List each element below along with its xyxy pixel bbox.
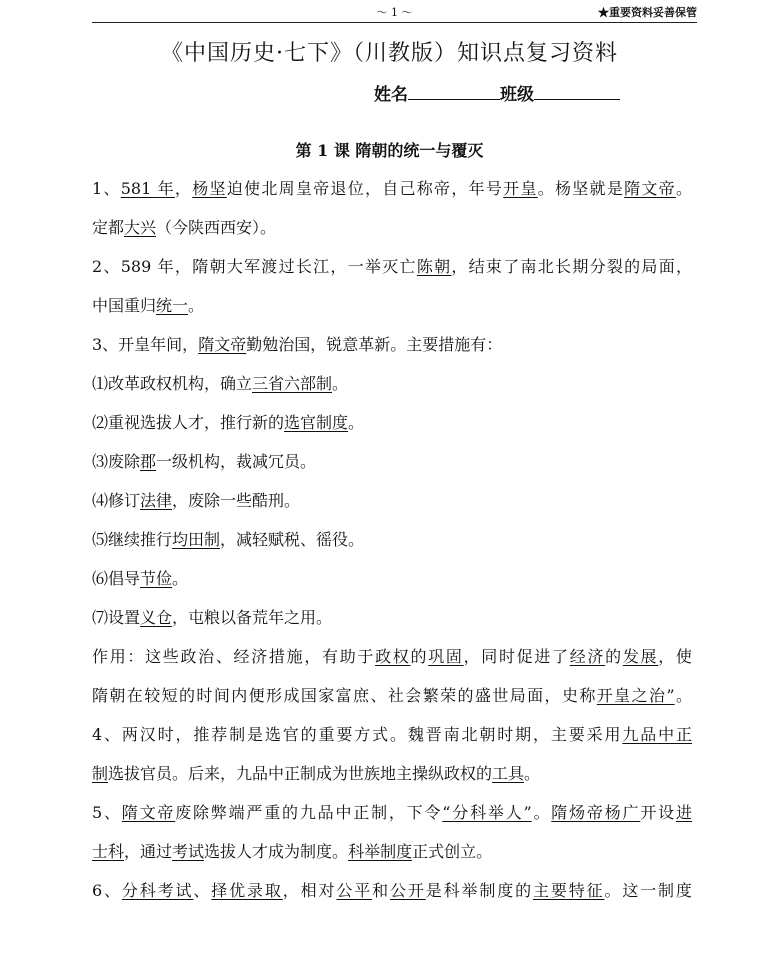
text-line xyxy=(92,486,692,525)
text-segment: ，废除一些酷刑。 xyxy=(172,491,301,510)
key-term: 考试 xyxy=(172,842,205,861)
text-segment: 是科举制度的 xyxy=(425,881,533,900)
key-term: 政权 xyxy=(375,647,411,666)
text-line xyxy=(92,408,692,447)
key-term: 郡 xyxy=(140,452,157,471)
text-segment: 正式创立。 xyxy=(412,842,493,861)
key-term: 隋文帝 xyxy=(121,803,176,822)
text-segment: 6、 xyxy=(92,881,122,900)
key-term: 隋文帝 xyxy=(198,335,247,354)
key-term: 选官制度 xyxy=(284,413,349,432)
key-term: 巩固 xyxy=(428,647,464,666)
text-line xyxy=(92,213,692,252)
text-segment: 。 xyxy=(188,296,205,315)
text-segment: 和 xyxy=(372,881,390,900)
text-line xyxy=(92,720,692,759)
key-term: 公开 xyxy=(390,881,426,900)
name-blank[interactable] xyxy=(408,83,500,100)
key-term: 工具 xyxy=(492,764,525,783)
key-term: 科举制度 xyxy=(348,842,413,861)
text-segment: 。 xyxy=(531,803,552,822)
text-line xyxy=(92,759,692,798)
text-segment: 废除弊端严重的九品中正制，下令 xyxy=(175,803,443,822)
text-line xyxy=(92,447,692,486)
text-segment: 。 xyxy=(675,179,692,198)
header-note: ★重要资料妥善保管 xyxy=(598,6,697,19)
document-title: 《中国历史·七下》（川教版）知识点复习资料 xyxy=(161,41,618,66)
lesson-content xyxy=(92,174,692,915)
text-segment: 一级机构，裁减冗员。 xyxy=(156,452,317,471)
text-segment: 2、589 年，隋朝大军渡过长江，一举灭亡 xyxy=(92,257,417,276)
text-segment: 迫使北周皇帝退位，自己称帝，年号 xyxy=(226,179,504,198)
text-segment: 中国重归 xyxy=(92,296,157,315)
key-term: 公平 xyxy=(336,881,373,900)
text-segment: ，同时促进了 xyxy=(463,647,570,666)
text-segment: ，使 xyxy=(658,647,692,666)
text-segment: 的 xyxy=(605,647,623,666)
key-term: 发展 xyxy=(622,647,659,666)
text-segment: ， xyxy=(174,179,193,198)
key-term: 581 年 xyxy=(120,179,175,198)
text-segment: 、 xyxy=(193,881,212,900)
page-number: ～ 1 ～ xyxy=(376,6,413,19)
key-term: 杨坚 xyxy=(192,179,227,198)
text-segment: 3、开皇年间， xyxy=(92,335,199,354)
class-label: 班级 xyxy=(500,85,534,105)
text-line xyxy=(92,291,692,330)
text-segment: ⑹倡导 xyxy=(92,569,141,588)
text-segment: 定都 xyxy=(92,218,125,237)
text-segment: ⑵重视选拔人才，推行新的 xyxy=(92,413,285,432)
text-segment: 5、 xyxy=(92,803,122,822)
key-term: “分科举人” xyxy=(442,803,532,822)
key-term: 法律 xyxy=(140,491,173,510)
key-term: 九品中正 xyxy=(622,725,692,744)
text-segment: ⑴改革政权机构，确立 xyxy=(92,374,253,393)
key-term: 隋文帝 xyxy=(624,179,676,198)
text-line xyxy=(92,369,692,408)
key-term: 择优录取 xyxy=(211,881,283,900)
text-segment: 4、两汉时，推荐制是选官的重要方式。魏晋南北朝时期，主要采用 xyxy=(92,725,623,744)
text-segment: 开设 xyxy=(640,803,676,822)
text-segment: 。 xyxy=(332,374,349,393)
key-term: 经济 xyxy=(569,647,606,666)
text-line xyxy=(92,876,692,915)
text-segment: 。 xyxy=(524,764,541,783)
key-term: 大兴 xyxy=(124,218,157,237)
key-term: 节俭 xyxy=(140,569,173,588)
key-term: 均田制 xyxy=(172,530,221,549)
class-blank[interactable] xyxy=(534,83,620,100)
text-segment: 隋朝在较短的时间内便形成国家富庶、社会繁荣的盛世局面，史称 xyxy=(92,686,597,705)
key-term: 统一 xyxy=(156,296,189,315)
lesson-title: 第 1 课 隋朝的统一与覆灭 xyxy=(295,141,484,160)
text-segment: 。杨坚就是 xyxy=(537,179,625,198)
key-term: 开皇 xyxy=(503,179,538,198)
text-line xyxy=(92,603,692,642)
text-line xyxy=(92,252,692,291)
key-term: 进 xyxy=(675,803,692,822)
text-segment: 。这一制度 xyxy=(604,881,692,900)
text-segment: 勤勉治国，锐意革新。主要措施有： xyxy=(246,335,503,354)
text-segment: ⑺设置 xyxy=(92,608,141,627)
text-segment: 。 xyxy=(674,686,692,705)
text-line xyxy=(92,525,692,564)
text-line xyxy=(92,798,692,837)
text-line xyxy=(92,174,692,213)
text-segment: 的 xyxy=(410,647,429,666)
text-segment: ⑷修订 xyxy=(92,491,141,510)
name-class-line xyxy=(374,80,620,105)
text-segment: ⑶废除 xyxy=(92,452,141,471)
text-segment: 选拔官员。后来，九品中正制成为世族地主操纵政权的 xyxy=(108,764,493,783)
key-term: 士科 xyxy=(92,842,125,861)
text-segment: 。 xyxy=(348,413,365,432)
text-line xyxy=(92,330,692,369)
text-segment: ，通过 xyxy=(124,842,173,861)
text-line xyxy=(92,564,692,603)
text-segment: 1、 xyxy=(92,179,121,198)
text-segment: 选拔人才成为制度。 xyxy=(204,842,349,861)
text-line xyxy=(92,642,692,681)
key-term: 制 xyxy=(92,764,109,783)
key-term: 陈朝 xyxy=(416,257,452,276)
text-segment: （今陕西西安）。 xyxy=(156,218,277,237)
text-segment: ⑸继续推行 xyxy=(92,530,173,549)
text-line xyxy=(92,681,692,720)
text-segment: 作用：这些政治、经济措施，有助于 xyxy=(92,647,376,666)
text-segment: ，结束了南北长期分裂的局面， xyxy=(451,257,692,276)
key-term: 义仓 xyxy=(140,608,173,627)
key-term: 三省六部制 xyxy=(252,374,333,393)
name-label: 姓名 xyxy=(374,85,408,105)
key-term: 主要特征 xyxy=(532,881,605,900)
text-segment: ，屯粮以备荒年之用。 xyxy=(172,608,333,627)
text-segment: ，相对 xyxy=(282,881,337,900)
key-term: 开皇之治” xyxy=(596,686,675,705)
key-term: 隋炀帝杨广 xyxy=(551,803,641,822)
page-header xyxy=(92,0,697,23)
text-line xyxy=(92,837,692,876)
key-term: 分科考试 xyxy=(121,881,194,900)
text-segment: ，减轻赋税、徭役。 xyxy=(220,530,365,549)
text-segment: 。 xyxy=(172,569,189,588)
